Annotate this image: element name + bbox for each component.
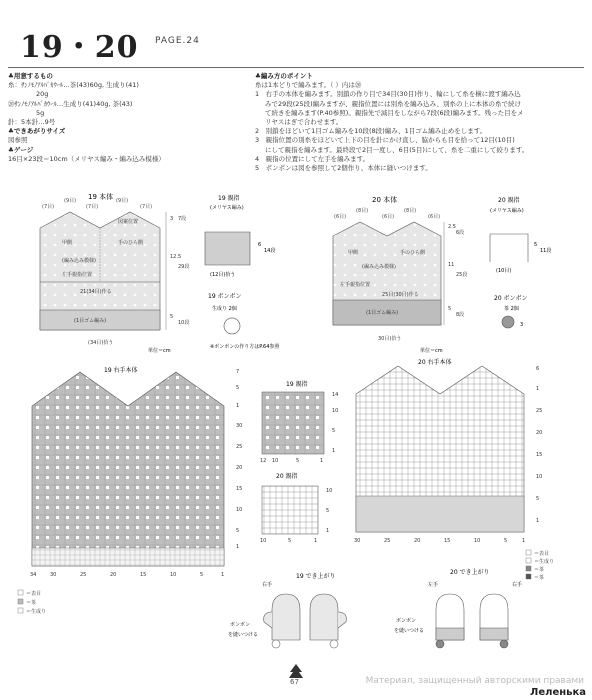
d19-right-dim: 5 [170,314,174,320]
c20-col-label: 25 [384,538,391,544]
legend20-item: ＝表目 [534,551,550,557]
f19-pompom [330,640,338,648]
c20-col-label: 1 [522,538,526,544]
d19-right-dim: 7段 [178,216,187,222]
d19-top-label: (7目) [42,204,55,210]
step-3: 3 親指位置の別糸をほどいて上下の目を針にかけ直し、脇からも目を拾って12目(10目) [255,136,515,145]
page-number: 67 [290,678,299,686]
d20-label: 30目)拾う [378,336,402,342]
d20-label: (編み込み模様) [362,264,396,270]
f20-title: 20 でき上がり [450,569,490,576]
d19-right-dim: 10段 [178,320,190,326]
c19-col-label: 1 [221,572,225,578]
tree-icon [289,664,303,678]
f20-right-label: 右手 [512,582,523,588]
d19-thumb-bottom: (12目)拾う [210,272,236,278]
d20-pompom-size: 3 [520,322,524,328]
d19-thumb-dim: 14段 [264,248,276,254]
f20-pompom [436,640,444,648]
c19-row-label: 25 [236,444,243,450]
c19-row-label: 1 [236,403,240,409]
f20-pompom [500,640,508,648]
d20-top-label: (6目) [428,214,441,220]
legend19-item: ＝表目 [26,591,42,597]
size-value: 図参照 [8,136,28,145]
d19-label: 手のひら側 [118,240,144,246]
d19-label: 甲側 [62,240,73,246]
c19-row-label: 5 [236,385,240,391]
d20-pompom-sub: 茶 2個 [504,306,519,312]
d20-pompom-icon [502,316,514,328]
c19-row-label: 30 [236,423,243,429]
d19-body-title: 19 本体 [88,193,114,201]
step-1: 1 右手の本体を編みます。別鎖の作り目で34目(30目)作り、輪にして糸を横に渡す編み込 [255,90,521,99]
c20-col-label: 5 [504,538,508,544]
c19-row-label: 5 [236,528,240,534]
c19-col-label: 30 [50,572,57,578]
d19-top-label: (9目) [64,198,77,204]
d19-right-dim: 12.5 [170,254,182,260]
d19-pompom-icon [224,318,240,334]
c20-main-title: 20 右手本体 [418,359,452,366]
d19-right-dim: 29段 [178,264,190,270]
c19-col-label: 10 [170,572,177,578]
c19-col-label: 34 [30,572,37,578]
d20-thumb-title: 20 親指 [498,197,520,204]
points-subheading: 糸は1本どりで編みます。（ ）内は⑳ [255,81,362,90]
c19-thumb-col: 10 [272,458,279,464]
gauge-value: 16目×23段＝10cm（メリヤス編み・編み込み模様） [8,154,165,163]
c20-thumb-col: 5 [288,538,292,544]
d20-body-title: 20 本体 [372,196,398,204]
c19-col-label: 5 [200,572,204,578]
d20-right-dim: 8段 [456,312,465,318]
c19-thumb-col: 1 [320,458,324,464]
d20-top-label: (8目) [356,208,369,214]
c20-thumb-col: 10 [260,538,267,544]
d20-label: 左手親指位置 [340,282,371,288]
watermark: Материал, защищенный авторскими правами [365,676,584,686]
f19-pompom [272,640,280,648]
d19-label: (1目ゴム編み) [74,318,107,324]
c20-col-label: 15 [444,538,451,544]
materials-line: ⑳ｻﾝﾉﾓﾉｱﾙﾊﾟｶｳｰﾙ…生成り(41)40g, 茶(43) [8,99,133,108]
d19-right-dim: 3 [170,216,174,222]
d20-right-dim: 11 [448,262,455,268]
c20-thumb-grid [262,486,318,534]
legend19-item: ＝茶 [26,600,37,606]
d19-label: (編み込み模様) [62,258,96,264]
d20-label: (1目ゴム編み) [366,310,399,316]
c19-row-label: 1 [236,544,240,550]
step-1-cont: て続きを編みます(P.40参照)。親指先で減目をしながら7段(6段)編みます。残った目をメ [265,108,524,117]
materials-line: 5g [36,108,45,117]
d19-thumb-sub: (メリヤス編み) [210,205,244,211]
c19-row-label: 10 [236,507,243,513]
c19-thumb-col: 12 [260,458,267,464]
d20-right-dim: 5 [448,306,452,312]
materials-line: 糸：ｻﾝﾉﾓﾉｱﾙﾊﾟｶｳｰﾙ…茶(43)60g, 生成り(41) [8,81,139,90]
materials-heading: ♣用意するもの [8,72,53,80]
d19-pompom-sub: 生成り 2個 [212,306,237,312]
d20-right-dim: 6段 [456,230,465,236]
d20-pompom-title: 20 ボンボン [494,295,528,302]
d20-label: 25目(30目)作る [382,292,419,298]
d19-top-label: (7目) [86,204,99,210]
c20-thumb-row: 1 [326,528,330,534]
d20-thumb-bottom: (10目) [496,268,512,274]
d19-thumb-shape [205,232,250,265]
step-4: 4 親指の位置にして左手を編みます。 [255,154,370,163]
pompom-note: ※ボンボンの作り方はP.64参照 [210,344,280,350]
d19-label: 21(34目)作る [80,289,112,295]
d19-label: 図案位置 [118,219,139,225]
c19-thumb-title: 19 親指 [286,381,308,388]
c19-thumb-row: 1 [332,448,336,454]
f20-left-label: 左手 [428,582,439,588]
c20-row-label: 25 [536,408,543,414]
size-heading: ♣できあがりサイズ [8,127,66,136]
legend20-item: ＝生成り [534,559,555,565]
d19-pompom-title: 19 ボンボン [208,293,242,300]
c19-main-ribbing [32,548,224,566]
c20-col-label: 10 [474,538,481,544]
d20-thumb-dim: 5 [534,242,538,248]
c19-row-label: 15 [236,486,243,492]
f20-pompom-label: ボンボン [396,618,417,624]
author-watermark: Леленька [530,687,586,698]
d20-right-dim: 2.5 [448,224,456,230]
f19-hand-label: 右手 [262,582,273,588]
c19-row-label: 7 [236,369,240,375]
d20-thumb-shape [490,234,528,262]
unit-label-19: 単位＝cm [148,348,171,354]
c19-thumb-grid [262,392,324,454]
gauge-heading: ♣ゲージ [8,145,34,154]
f19-sew-label: を縫いつける [228,632,259,638]
c19-thumb-row: 10 [332,408,339,414]
c20-thumb-col: 1 [314,538,318,544]
d20-thumb-dim: 11段 [540,248,552,254]
c19-col-label: 25 [80,572,87,578]
d20-top-label: (8目) [404,208,417,214]
c20-col-label: 20 [414,538,421,544]
step-3-cont: にして親指を編みます。最終段で2目一度し、6目(5目)にして、糸を二重にして絞ります。 [265,145,529,154]
c19-main-grid [32,372,224,566]
d20-top-label: (6目) [382,214,395,220]
d19-label: (34目)拾う [88,340,114,346]
c20-row-label: 5 [536,496,540,502]
d19-thumb-title: 19 親指 [218,195,240,202]
legend19-item: ＝生成り [26,609,47,615]
c20-row-label: 15 [536,452,543,458]
c19-thumb-row: 14 [332,392,339,398]
c19-col-label: 20 [110,572,117,578]
d20-right-dim: 25段 [456,272,468,278]
d19-top-label: (7目) [140,204,153,210]
c19-row-label: 20 [236,465,243,471]
unit-label-20: 単位＝cm [420,348,443,354]
c19-col-label: 15 [140,572,147,578]
f19-mitten-left [272,594,300,640]
f19-pompom-label: ボンボン [230,622,251,628]
c19-thumb-row: 5 [332,428,336,434]
step-1-cont: みで29段(25段)編みますが、親指位置には別糸を編み込み、別糸の上に本体の糸で続け [265,99,522,108]
step-5: 5 ボンボンは図を参照して2個作り、本体に縫いつけます。 [255,164,432,173]
c20-col-label: 30 [354,538,361,544]
c20-thumb-title: 20 親指 [276,473,298,480]
d20-thumb-sub: (メリヤス編み) [490,208,524,214]
c20-main-ribbing [356,496,524,532]
c20-row-label: 20 [536,430,543,436]
legend20-item: ＝茶 [534,567,545,573]
c20-row-label: 10 [536,474,543,480]
page-reference: PAGE.24 [155,36,200,46]
points-heading: ♣編み方のポイント [255,72,313,80]
d19-thumb-dim: 6 [258,242,262,248]
f20-sew-label: を縫いつける [394,628,425,634]
legend20-item: ＝茶 [534,575,545,581]
c19-main-title: 19 右手本体 [104,367,138,374]
materials-line: 針：5本針…9号 [8,118,56,127]
d19-label: 左手親指位置 [62,272,93,278]
f19-title: 19 でき上がり [296,573,336,580]
c20-row-label: 1 [536,518,540,524]
d19-top-label: (9目) [116,198,129,204]
step-2: 2 別鎖をほどいて1目ゴム編みを10段(8段)編み、1目ゴム編み止めをします。 [255,127,487,136]
step-1-cont: リヤスはぎで合わせます。 [265,118,343,127]
materials-line: 20g [36,90,49,99]
c19-thumb-col: 5 [296,458,300,464]
page-title: 19・20 [20,30,139,65]
c20-thumb-row: 10 [326,488,333,494]
d20-label: 手のひら側 [400,250,426,256]
f19-mitten-right [310,594,338,640]
d20-top-label: (6目) [334,214,347,220]
c20-row-label: 6 [536,366,540,372]
d20-label: 甲側 [348,250,359,256]
c20-row-label: 1 [536,386,540,392]
c20-thumb-row: 5 [326,508,330,514]
